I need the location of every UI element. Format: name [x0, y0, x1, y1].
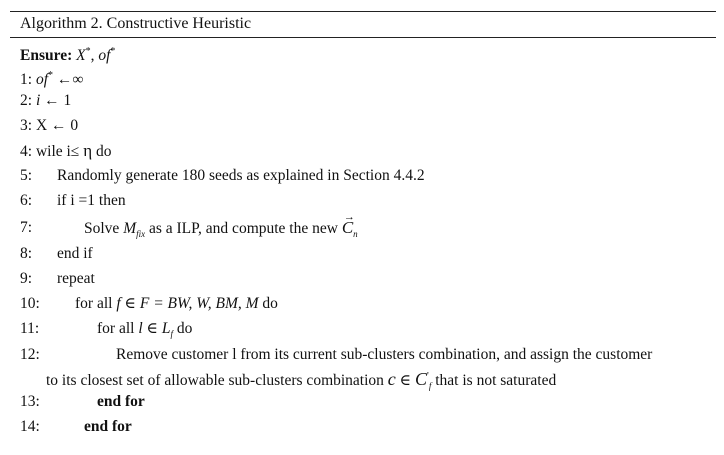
line-text: for all — [97, 320, 139, 337]
line-number: 1: — [20, 71, 33, 88]
line-text: ∈ — [395, 372, 416, 389]
line-text: end for — [84, 418, 132, 435]
ensure-line — [20, 42, 115, 66]
line-14 — [84, 417, 132, 437]
line-text: wile i≤ — [35, 143, 84, 160]
m-sub: fix — [136, 229, 146, 239]
c-var: c — [387, 369, 396, 389]
line-number: 6: — [20, 192, 33, 209]
line-number: 5: — [20, 167, 33, 184]
line-text: do — [92, 143, 112, 160]
line-text: do — [173, 320, 193, 337]
line-number: 4: — [20, 143, 33, 160]
line-text: X ← 0 — [35, 117, 79, 134]
line-text: Solve — [84, 220, 124, 237]
line-3 — [20, 116, 78, 136]
line-text: = BW, W, BM, M — [149, 295, 259, 312]
line-number: 9: — [20, 270, 33, 287]
line-10 — [75, 294, 278, 314]
line-text: ∈ — [120, 295, 140, 312]
c-vector: → C — [342, 218, 353, 238]
line-number: 13: — [20, 393, 40, 410]
ensure-x: X — [76, 47, 86, 64]
eta-symbol: η — [83, 141, 93, 160]
line-12 — [116, 345, 652, 365]
F-var: F — [139, 295, 150, 312]
line-8 — [57, 244, 93, 264]
f-var: f — [116, 295, 121, 312]
line-text: do — [258, 295, 278, 312]
line-text: as a ILP, and compute the new — [145, 220, 342, 237]
line-number: 14: — [20, 418, 40, 435]
line-5 — [57, 166, 425, 186]
line-13 — [97, 392, 145, 412]
line-text: ← 1 — [40, 92, 72, 109]
c-sub: n — [353, 229, 358, 239]
line-11 — [97, 319, 192, 344]
line-number: 8: — [20, 245, 33, 262]
top-rule — [10, 11, 716, 12]
line-text: for all — [75, 295, 117, 312]
L-var: L — [161, 320, 171, 337]
line-number: 11: — [20, 320, 40, 337]
C-sub: f — [428, 381, 432, 391]
ensure-of-sup: * — [110, 46, 116, 57]
of-sup: * — [48, 70, 53, 81]
line-9 — [57, 269, 95, 289]
line-6 — [57, 191, 126, 211]
line-text: Randomly generate 180 seeds as explained in Section 4.4.2 — [57, 167, 425, 184]
line-number: 2: — [20, 92, 33, 109]
line-2 — [20, 91, 71, 111]
line-7 — [84, 218, 358, 244]
line-number: 3: — [20, 117, 33, 134]
line-text: to its closest set of allowable sub-clusters combination — [46, 372, 388, 389]
line-text: end for — [97, 393, 145, 410]
ensure-x-sup: * — [85, 46, 91, 57]
line-text: Remove customer l from its current sub-clusters combination, and assign the customer — [116, 346, 653, 363]
i-var: i — [35, 92, 41, 109]
line-1 — [20, 66, 83, 90]
l-var: l — [138, 320, 143, 337]
caption-rule — [10, 37, 716, 38]
line-text: that is not saturated — [431, 372, 557, 389]
ensure-of: of — [98, 47, 111, 64]
C-sup: ' — [427, 371, 429, 382]
line-number: 12: — [20, 346, 40, 363]
ensure-keyword: Ensure: — [20, 47, 73, 64]
line-text: repeat — [57, 270, 95, 287]
m-var: M — [123, 220, 137, 237]
line-number: 10: — [20, 295, 40, 312]
of-var: of — [35, 71, 48, 88]
line-text: if i =1 then — [57, 192, 126, 209]
line-4 — [20, 141, 111, 162]
algorithm-caption: Algorithm 2. Constructive Heuristic — [20, 15, 252, 32]
C-var: C — [415, 369, 428, 389]
line-text: ∈ — [142, 320, 162, 337]
line-text: ←∞ — [53, 71, 84, 88]
L-sub: f — [170, 329, 174, 339]
line-number: 7: — [20, 219, 33, 236]
ensure-sep: , — [90, 47, 99, 64]
line-text: end if — [57, 245, 93, 262]
